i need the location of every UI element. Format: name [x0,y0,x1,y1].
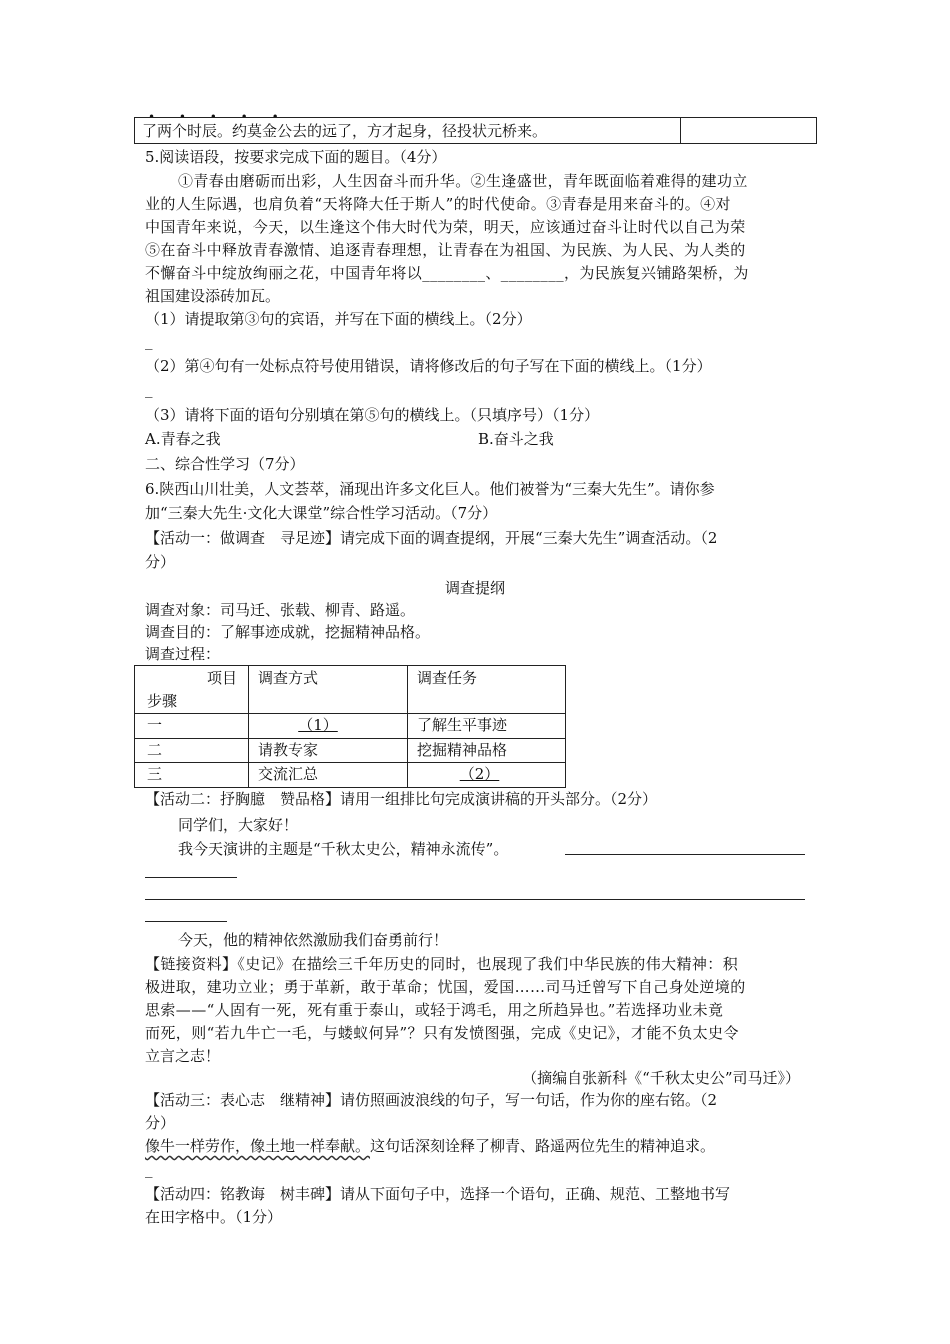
table-divider [407,666,408,787]
q5-passage-line: ①青春由磨砺而出彩，人生因奋斗而升华。②生逢盛世，青年既面临着难得的建功立 [178,172,748,190]
option-b: B.奋斗之我 [478,430,554,448]
q6-intro-line: 6.陕西山川壮美，人文荟萃，涌现出许多文化巨人。他们被誉为“三秦大先生”。请你参 [145,480,715,498]
link-material-line: 【链接资料】《史记》在描绘三千年历史的同时，也展现了我们中华民族的伟大精神：积 [145,955,739,973]
q5-passage-line: 不懈奋斗中绽放绚丽之花，中国青年将以________、________，为民族复兴铺路架桥，为 [145,264,749,282]
q5-passage-line: 中国青年来说，今天，以生逢这个伟大时代为荣，明天，应该通过奋斗让时代以自己为荣 [145,218,746,236]
activity1-line: 分） [145,553,176,571]
answer-line [145,921,227,922]
q5-sub3: （3）请将下面的语句分别填在第⑤句的横线上。（只填序号）（1分） [145,406,600,424]
model-sentence-rest: 这句话深刻诠释了柳青、路遥两位先生的精神追求。 [370,1137,716,1155]
activity4-line: 在田字格中。（1分） [145,1208,283,1226]
emphasis-dots: • • • • • [148,110,289,124]
table-task: 了解生平事迹 [417,716,508,734]
answer-line [145,899,805,900]
survey-process: 调查过程： [145,645,221,663]
table-method: 请教专家 [258,741,319,759]
top-table [134,117,817,144]
survey-object: 调查对象：司马迁、张载、柳青、路遥。 [145,601,416,619]
section2-title: 二、综合性学习（7分） [145,455,305,473]
table-method: 交流汇总 [258,765,319,783]
table-divider [248,666,249,787]
q5-passage-line: ⑤在奋斗中释放青春激情、追逐青春理想，让青春在为祖国、为民族、为人民、为人类的 [145,241,746,259]
activity2: 【活动二：抒胸臆 赞品格】请用一组排比句完成演讲稿的开头部分。（2分） [145,790,658,808]
table-step: 二 [147,741,163,759]
table-corner-bottom: 步骤 [147,692,178,710]
q5-passage-line: 业的人生际遇，也肩负着“天将降大任于斯人”的时代使命。③青春是用来奋斗的。④对 [145,195,731,213]
outline-title: 调查提纲 [444,579,505,597]
survey-goal: 调查目的：了解事迹成就，挖掘精神品格。 [145,623,431,641]
answer-dash: _ [145,1160,153,1178]
model-sentence [145,1135,715,1157]
survey-table [134,665,566,788]
greeting: 同学们，大家好！ [178,816,299,834]
answer-dash: _ [145,380,153,398]
table-task: 挖掘精神品格 [417,741,508,759]
table-header-method: 调查方式 [258,669,319,687]
table-step: 一 [147,716,163,734]
speech-closing: 今天，他的精神依然激励我们奋勇前行！ [178,931,449,949]
table-header-task: 调查任务 [417,669,478,687]
table-corner-top: 项目 [207,669,238,687]
option-a: A.青春之我 [145,430,221,448]
table-step: 三 [147,765,163,783]
link-material-line: 极进取，建功立业；勇于革新，敢于革命；忧国，爱国……司马迁曾写下自己身处逆境的 [145,978,746,996]
activity3-line: 分） [145,1114,176,1132]
link-material-line: 而死，则“若九牛亡一毛，与蝼蚁何异”？只有发愤图强，完成《史记》，才能不负太史令 [145,1024,739,1042]
answer-line [145,877,237,878]
source-citation: （摘编自张新科《“千秋太史公”司马迁》） [522,1069,800,1087]
answer-line [565,854,805,855]
link-material-line: 立言之志！ [145,1047,221,1065]
q6-intro-line: 加“三秦大先生·文化大课堂”综合性学习活动。（7分） [145,504,498,522]
q5-sub2: （2）第④句有一处标点符号使用错误，请将修改后的句子写在下面的横线上。（1分） [145,357,712,375]
table-blank-1: （1） [298,716,338,734]
link-material-line: 思索——“人固有一死，死有重于泰山，或轻于鸿毛，用之所趋异也。”若选择功业未竟 [145,1001,724,1019]
activity4-line: 【活动四：铭教诲 树丰碑】请从下面句子中，选择一个语句，正确、规范、工整地书写 [145,1185,731,1203]
wavy-sentence: 像牛一样劳作，像土地一样奉献。 [145,1137,371,1155]
answer-dash: _ [145,332,153,350]
q5-passage-line: 祖国建设添砖加瓦。 [145,287,281,305]
top-table-text: 了两个时辰。约莫金公去的远了，方才起身，径投状元桥来。 [142,122,548,140]
speech-theme: 我今天演讲的主题是“千秋太史公，精神永流传”。 [178,840,509,858]
q5-sub1: （1）请提取第③句的宾语，并写在下面的横线上。（2分） [145,310,532,328]
top-table-text-cell [135,118,681,143]
table-blank-2: （2） [459,765,500,783]
activity1-line: 【活动一：做调查 寻足迹】请完成下面的调查提纲，开展“三秦大先生”调查活动。（2 [145,529,718,547]
q5-title: 5.阅读语段，按要求完成下面的题目。（4分） [145,148,447,166]
activity3-line: 【活动三：表心志 继精神】请仿照画波浪线的句子，写一句话，作为你的座右铭。（2 [145,1091,718,1109]
